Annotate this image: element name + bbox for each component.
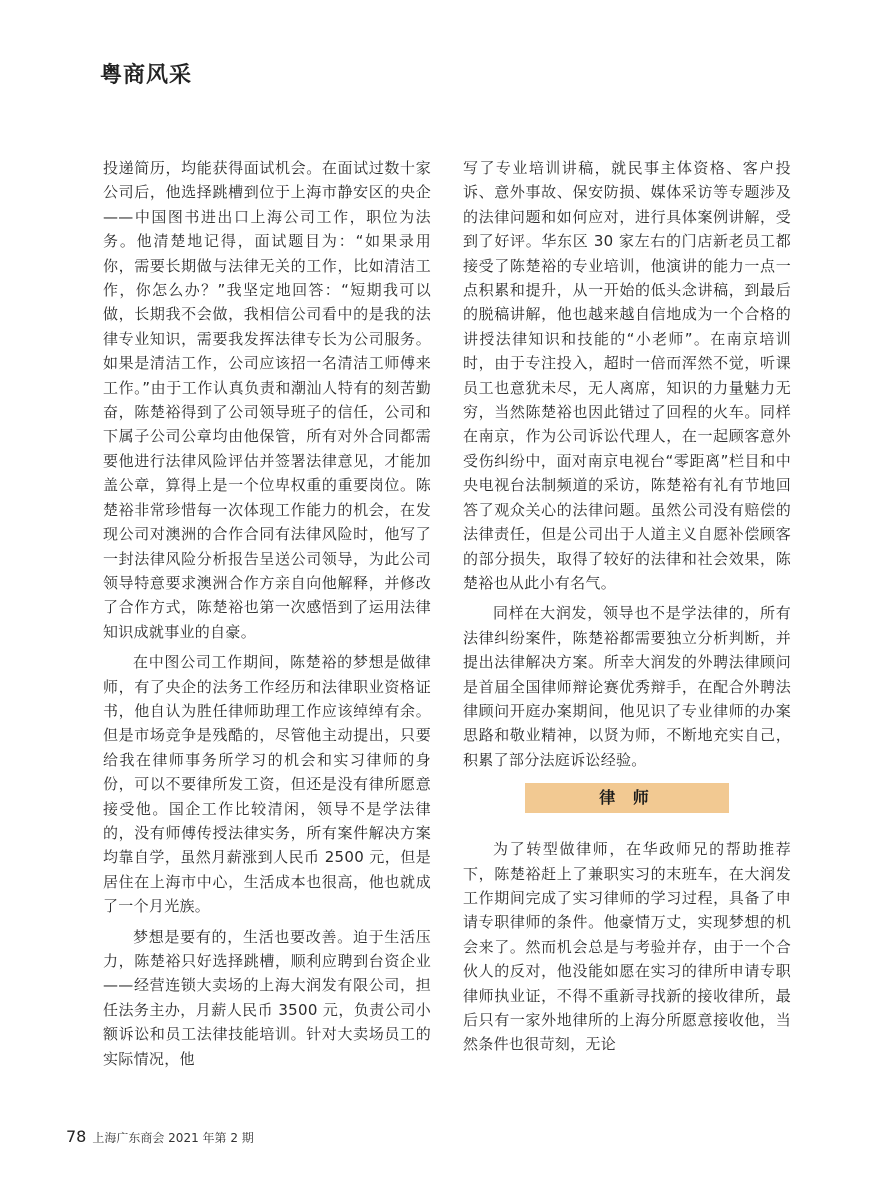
subheading-container [463, 783, 791, 813]
publication-info: 上海广东商会 2021 年第 2 期 [92, 1131, 254, 1145]
page-number: 78 [66, 1127, 87, 1146]
right-column [463, 156, 791, 1057]
body-paragraph: 在中图公司工作期间，陈楚裕的梦想是做律师，有了央企的法务工作经历和法律职业资格证书，他自认为胜任律师助理工作应该绰绰有余。但是市场竞争是残酷的，尽管他主动提出，只要给我在律师事务所学习的机会和实习律师的身份，可以不要律所发工资，但还是没有律所愿意接受他。国企工作比较清闲，领导不是学法律的，没有师傅传授法律实务，所有案件解决方案均靠自学，虽然月薪涨到人民币 2500 元，但是居住在上海市中心，生活成本也很高，他也就成了一个月光族。 [103, 653, 431, 916]
page-footer [66, 1127, 254, 1146]
body-paragraph: 同样在大润发，领导也不是学法律的，所有法律纠纷案件，陈楚裕都需要独立分析判断，并提出法律解决方案。所幸大润发的外聘法律顾问是首届全国律师辩论赛优秀辩手，在配合外聘法律顾问开庭办案期间，他见识了专业律师的办案思路和敬业精神，以贤为师，不断地充实自己，积累了部分法庭诉讼经验。 [463, 604, 791, 769]
body-paragraph: 为了转型做律师，在华政师兄的帮助推荐下，陈楚裕赶上了兼职实习的末班车，在大润发工作期间完成了实习律师的学习过程，具备了申请专职律师的条件。他豪情万丈，实现梦想的机会来了。然而机会总是与考验并存，由于一个合伙人的反对，他没能如愿在实习的律所申请专职律师执业证，不得不重新寻找新的接收律所，最后只有一家外地律所的上海分所愿意接收他，当然条件也很苛刻，无论 [463, 840, 791, 1054]
body-paragraph: 梦想是要有的，生活也要改善。迫于生活压力，陈楚裕只好选择跳槽，顺利应聘到台资企业——经营连锁大卖场的上海大润发有限公司，担任法务主办，月薪人民币 3500 元，负责公司小额诉讼和员工法律技能培训。针对大卖场员工的实际情况，他 [103, 927, 431, 1068]
body-paragraph: 投递简历，均能获得面试机会。在面试过数十家公司后，他选择跳槽到位于上海市静安区的央企——中国图书进出口上海公司工作，职位为法务。他清楚地记得，面试题目为：“如果录用你，需要长期做与法律无关的工作，比如清洁工作，你怎么办？”我坚定地回答：“短期我可以做，长期我不会做，我相信公司看中的是我的法律专业知识，需要我发挥法律专长为公司服务。如果是清洁工作，公司应该招一名清洁工师傅来工作。”由于工作认真负责和潮汕人特有的刻苦勤奋，陈楚裕得到了公司领导班子的信任，公司和下属子公司公章均由他保管，所有对外合同都需要他进行法律风险评估并签署法律意见，才能加盖公章，算得上是一个位卑权重的重要岗位。陈楚裕非常珍惜每一次体现工作能力的机会，在发现公司对澳洲的合作合同有法律风险时，他写了一封法律风险分析报告呈送公司领导，为此公司领导特意要求澳洲合作方亲自向他解释，并修改了合作方式，陈楚裕也第一次感悟到了运用法律知识成就事业的自豪。 [103, 159, 431, 641]
left-column [103, 156, 431, 1071]
body-paragraph: 写了专业培训讲稿，就民事主体资格、客户投诉、意外事故、保安防损、媒体采访等专题涉及的法律问题和如何应对，进行具体案例讲解，受到了好评。华东区 30 家左右的门店新老员工都接受了陈楚裕的专业培训，他演讲的能力一点一点积累和提升，从一开始的低头念讲稿，到最后的脱稿讲解，他也越来越自信地成为一个合格的讲授法律知识和技能的“小老师”。在南京培训时，由于专注投入，超时一倍而浑然不觉，听课员工也意犹未尽，无人离席，知识的力量魅力无穷，当然陈楚裕也因此错过了回程的火车。同样在南京，作为公司诉讼代理人，在一起顾客意外受伤纠纷中，面对南京电视台“零距离”栏目和中央电视台法制频道的采访，陈楚裕有礼有节地回答了观众关心的法律问题。虽然公司没有赔偿的法律责任，但是公司出于人道主义自愿补偿顾客的部分损失，取得了较好的法律和社会效果，陈楚裕也从此小有名气。 [463, 159, 791, 592]
subheading-lawyer: 律 师 [525, 783, 729, 813]
section-title: 粤商风采 [100, 63, 193, 88]
